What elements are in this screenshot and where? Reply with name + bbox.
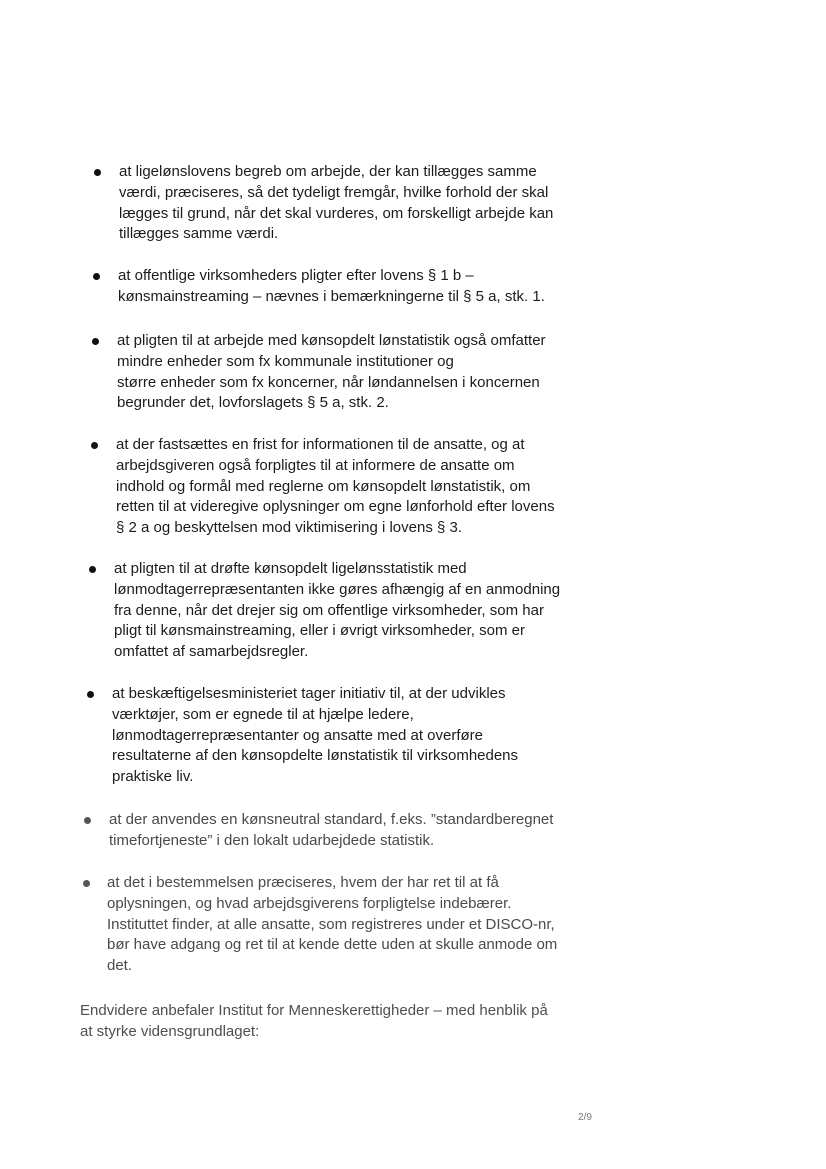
bullet-dot-icon (93, 273, 100, 280)
bullet-line: § 2 a og beskyttelsen mod viktimisering i lovens § 3. (116, 519, 463, 537)
bullet-dot-icon (83, 880, 90, 887)
bullet-line: resultaterne af den kønsopdelte lønstatistik til virksomhedens (112, 747, 519, 765)
bullet-text (114, 559, 560, 663)
bullet-line: pligt til kønsmainstreaming, eller i øvrigt virksomheder, som er (114, 622, 525, 640)
bullet-line: kønsmainstreaming – nævnes i bemærkningerne til § 5 a, stk. 1. (118, 287, 545, 305)
bullet-line: det. (107, 957, 133, 975)
bullet-line: retten til at videregive oplysninger om egne lønforhold efter lovens (116, 498, 555, 516)
bullet-line: at der fastsættes en frist for informationen til de ansatte, og at (116, 436, 525, 453)
bullet-line: værktøjer, som er egnede til at hjælpe ledere, (112, 705, 414, 723)
bullet-text (116, 435, 555, 539)
bullet-line: praktiske liv. (112, 768, 194, 786)
bullet-line: bør have adgang og ret til at kende dette uden at skulle anmode om (107, 936, 558, 954)
closing-line: at styrke vidensgrundlaget: (80, 1023, 260, 1040)
closing-line: Endvidere anbefaler Institut for Menneskerettigheder – med henblik på (80, 1002, 548, 1019)
bullet-line: større enheder som fx koncerner, når løndannelsen i koncernen (117, 373, 540, 391)
bullet-line: Instituttet finder, at alle ansatte, som registreres under et DISCO-nr, (107, 915, 555, 933)
bullet-line: begrunder det, lovforslagets § 5 a, stk. 2. (117, 394, 389, 412)
bullet-text (119, 162, 553, 245)
bullet-line: timefortjeneste” i den lokalt udarbejdede statistik. (109, 831, 435, 849)
bullet-line: mindre enheder som fx kommunale institutioner og (117, 352, 454, 370)
bullet-dot-icon (89, 566, 96, 573)
bullet-dot-icon (84, 817, 91, 824)
bullet-line: at det i bestemmelsen præciseres, hvem der har ret til at få (107, 874, 499, 891)
closing-paragraph (80, 1000, 548, 1042)
bullet-line: at pligten til at drøfte kønsopdelt ligelønsstatistik med (114, 560, 467, 577)
page-number: 2/9 (578, 1112, 592, 1123)
bullet-text (112, 684, 518, 788)
bullet-line: lønmodtagerrepræsentanter og ansatte med at overføre (112, 726, 484, 744)
bullet-line: indhold og formål med reglerne om kønsopdelt lønstatistik, om (116, 477, 531, 495)
bullet-line: oplysningen, og hvad arbejdsgiverens forpligtelse indebærer. (107, 894, 512, 912)
bullet-line: lægges til grund, når det skal vurderes, om forskelligt arbejde kan (119, 204, 554, 222)
bullet-dot-icon (94, 169, 101, 176)
bullet-line: at ligelønslovens begreb om arbejde, der kan tillægges samme (119, 163, 537, 180)
bullet-text (117, 331, 546, 414)
bullet-line: lønmodtagerrepræsentanten ikke gøres afhængig af en anmodning (114, 580, 561, 598)
bullet-dot-icon (92, 338, 99, 345)
bullet-line: værdi, præciseres, så det tydeligt fremgår, hvilke forhold der skal (119, 183, 549, 201)
bullet-dot-icon (87, 691, 94, 698)
bullet-line: at offentlige virksomheders pligter efter lovens § 1 b – (118, 267, 474, 284)
bullet-text (118, 266, 545, 308)
bullet-line: arbejdsgiveren også forpligtes til at informere de ansatte om (116, 456, 515, 474)
bullet-line: at pligten til at arbejde med kønsopdelt lønstatistik også omfatter (117, 332, 546, 349)
bullet-text (109, 810, 553, 852)
bullet-dot-icon (91, 442, 98, 449)
bullet-text (107, 873, 557, 977)
bullet-line: omfattet af samarbejdsregler. (114, 643, 309, 661)
bullet-line: tillægges samme værdi. (119, 225, 279, 243)
bullet-line: at beskæftigelsesministeriet tager initiativ til, at der udvikles (112, 685, 506, 702)
bullet-line: fra denne, når det drejer sig om offentlige virksomheder, som har (114, 601, 544, 619)
bullet-line: at der anvendes en kønsneutral standard, f.eks. ”standardberegnet (109, 811, 554, 828)
